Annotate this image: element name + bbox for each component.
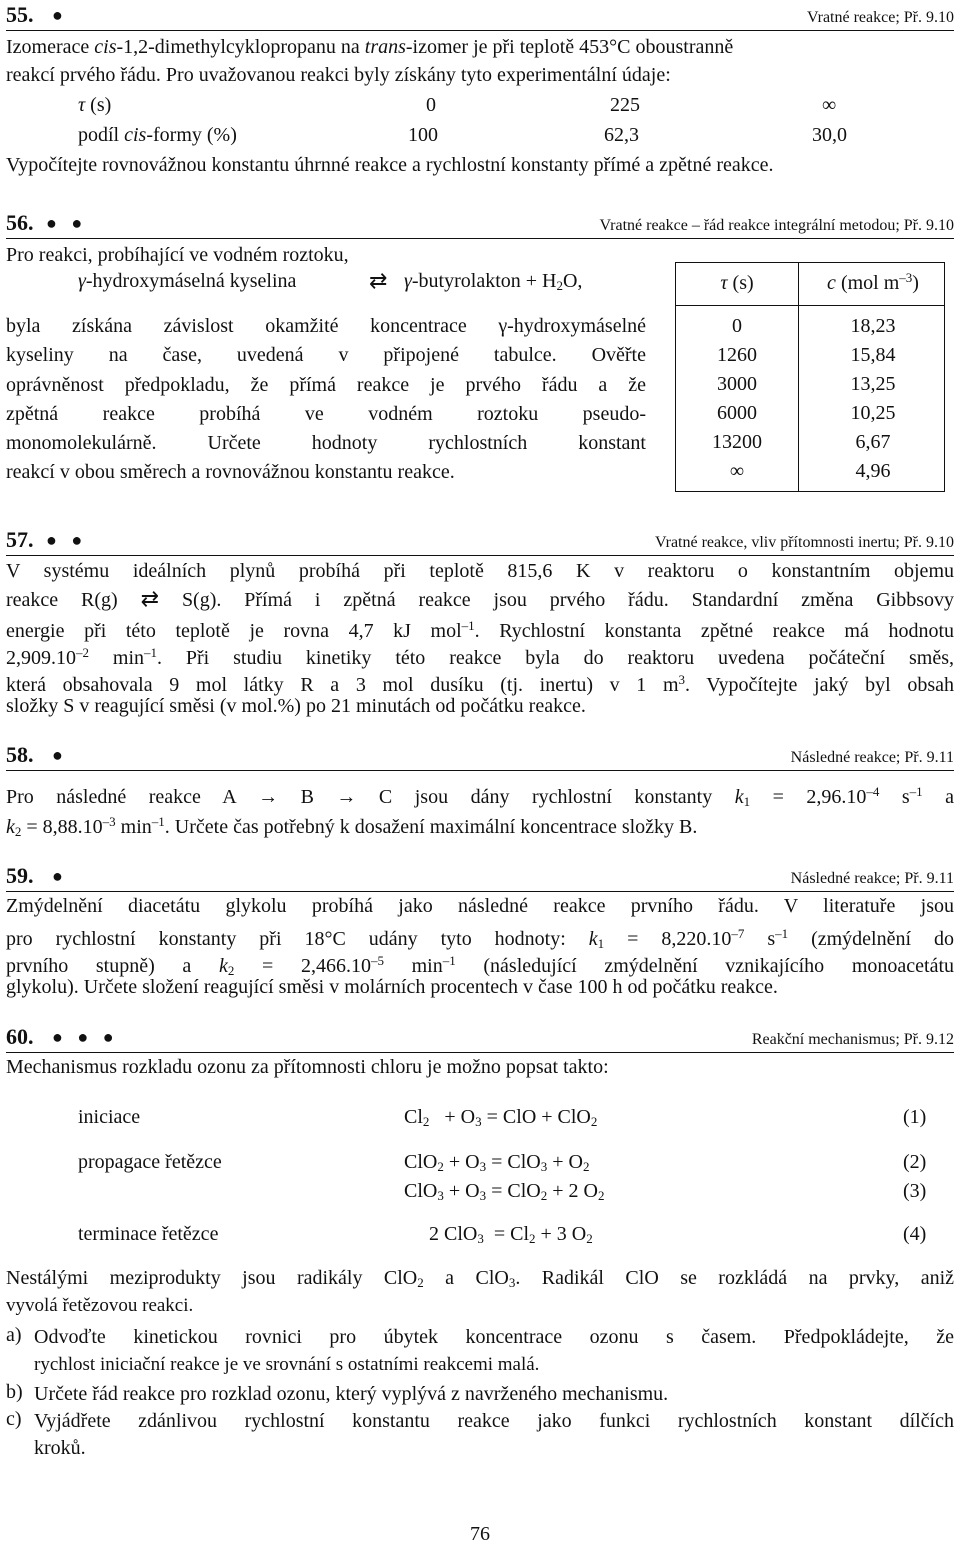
table-cell-c: 10,25 — [850, 402, 896, 424]
table-cell-tau: 13200 — [712, 431, 762, 453]
problem-57-line-5: která obsahovala 9 mol látky R a 3 mol dusíku (tj. inertu) v 1 $m^3$. Vypočítejte jaký byl obsah — [6, 672, 955, 696]
problem-57-line-1: V systému ideálních plynů probíhá při teplotě 815,6 K v reaktoru o konstantním objemu — [6, 560, 954, 582]
text-line: reakcí v obou směrech a rovnovážnou konstantu reakce. — [6, 461, 455, 484]
text-line: byla získána závislost okamžité koncentrace γ-hydroxymáselné — [6, 315, 646, 337]
step-label: terminace řetězce — [78, 1223, 219, 1245]
problem-59-header — [6, 861, 954, 892]
problem-58-header — [6, 740, 954, 771]
difficulty-dots: ● — [52, 866, 68, 886]
problem-55-question: Vypočítejte rovnovážnou konstantu úhrnné reakce a rychlostní konstanty přímé a zpětné reakce. — [6, 154, 774, 176]
problem-60-header — [6, 1022, 954, 1053]
problem-57-header — [6, 525, 954, 556]
data-label-cis-share: podíl cis-formy (%) — [78, 124, 237, 146]
reaction-left: γ-hydroxymáselná kyselina — [78, 270, 297, 292]
problem-60-intro: Mechanismus rozkladu ozonu za přítomnosti chloru je možno popsat takto: — [6, 1056, 609, 1078]
problem-category: Reakční mechanismus; Př. 9.12 — [751, 1031, 954, 1048]
problem-55-header — [6, 0, 954, 31]
problem-56-text — [6, 312, 646, 488]
text-line: monomolekulárně. Určete hodnoty rychlostních konstant — [6, 432, 646, 455]
difficulty-dots: ● ● — [46, 213, 88, 233]
equilibrium-arrow-icon: ⇄ — [369, 268, 388, 293]
table-cell-c: 4,96 — [855, 460, 891, 482]
problem-55-line-2: reakcí prvého řádu. Pro uvažovanou reakci byly získány tyto experimentální údaje: — [6, 64, 671, 86]
problem-category: Následné reakce; Př. 9.11 — [790, 749, 954, 766]
table-header-divider — [676, 305, 944, 306]
item-b-line-1: Určete řád reakce pro rozklad ozonu, který vyplývá z navrženého mechanismu. — [34, 1383, 669, 1405]
problem-number: 60. — [6, 1024, 34, 1049]
problem-category: Vratné reakce, vliv přítomnosti inertu; Př. 9.10 — [655, 534, 954, 551]
data-value: 0 — [426, 94, 436, 116]
concentration-table — [675, 262, 945, 492]
problem-59-line-1: Zmýdelnění diacetátu glykolu probíhá jako následné reakce prvního řádu. V literatuře jsou — [6, 895, 954, 917]
problem-57-line-2: reakce R(g) ⇄ S(g). Přímá i zpětná reakce jsou prvého řádu. Standardní změna Gibbsovy — [6, 586, 954, 611]
problem-number: 58. — [6, 742, 34, 767]
reaction-equation-2: $ClO_2 + O_3 = ClO_3 + O_2$ — [404, 1151, 590, 1174]
problem-category: Vratné reakce; Př. 9.10 — [807, 9, 954, 26]
item-a-line-1: Odvoďte kinetickou rovnici pro úbytek koncentrace ozonu s časem. Předpokládejte, že — [34, 1326, 954, 1348]
equation-number: (3) — [903, 1180, 927, 1202]
item-c-line-1: Vyjádřete zdánlivou rychlostní konstantu reakce jako funkci rychlostních konstant dílčích — [34, 1410, 954, 1432]
table-cell-tau: 6000 — [717, 402, 757, 424]
problem-number: 57. — [6, 527, 34, 552]
problem-60-text-2: vyvolá řetězovou reakci. — [6, 1295, 194, 1316]
table-cell-c: 18,23 — [850, 315, 896, 337]
table-cell-tau: 1260 — [717, 344, 757, 366]
problem-58-line-2: $k_2 = 8,88.10^{-3}$ $\min^{-1}$. Určete čas potřebný k dosažení maximální koncentrace složky B. — [6, 814, 698, 839]
problem-57-line-4: $2,909.10^{-2}$ $\min^{-1}$. Při studiu kinetiky této reakce byla do reaktoru uvedena počáteční směs, — [6, 645, 954, 669]
text-line: zpětná reakce probíhá ve vodném roztoku pseudo- — [6, 402, 646, 425]
reaction-equation-4: 2 $ClO_3 = Cl_2 + 3$ $O_2$ — [429, 1223, 593, 1246]
table-header-tau: τ (s) — [720, 272, 754, 294]
problem-59-line-2: pro rychlostní konstanty při 18°C udány tyto hodnoty: $k_1 = 8,220.10^{-7}$ $s^{-1}$ (zmýdelnění do — [6, 926, 954, 951]
table-cell-tau: 3000 — [717, 373, 757, 395]
reaction-right: γ-butyrolakton + $H_2O$, — [404, 270, 583, 293]
text-line: kyseliny na čase, uvedená v připojené tabulce. Ověřte — [6, 344, 646, 367]
problem-56-header — [6, 208, 954, 239]
problem-number: 55. — [6, 2, 34, 27]
data-value: 100 — [408, 124, 438, 146]
item-label-b: b) — [6, 1381, 23, 1403]
table-cell-c: 15,84 — [850, 344, 896, 366]
data-value: 62,3 — [604, 124, 639, 146]
reaction-equation-1: $Cl_2 + O_3$ = ClO + ClO$_2$ — [404, 1106, 598, 1129]
item-label-c: c) — [6, 1408, 22, 1430]
difficulty-dots: ● ● — [46, 530, 88, 550]
equation-number: (1) — [903, 1106, 927, 1128]
item-a-line-2: rychlost iniciační reakce je ve srovnání s ostatními reakcemi malá. — [34, 1354, 540, 1375]
equation-number: (2) — [903, 1151, 927, 1173]
data-value: 225 — [610, 94, 640, 116]
problem-56-line-1: Pro reakci, probíhající ve vodném roztoku, — [6, 244, 349, 266]
table-column-divider — [798, 263, 799, 491]
table-cell-tau: ∞ — [729, 460, 745, 482]
item-c-line-2: kroků. — [34, 1437, 86, 1459]
equilibrium-arrow-icon: ⇄ — [140, 586, 160, 611]
step-label: propagace řetězce — [78, 1151, 222, 1173]
problem-number: 59. — [6, 863, 34, 888]
problem-57-line-6: složky S v reagující směsi (v mol.%) po 21 minutách od počátku reakce. — [6, 695, 586, 717]
table-cell-c: 13,25 — [850, 373, 896, 395]
data-value: ∞ — [822, 94, 837, 116]
data-label-tau: τ (s) — [78, 94, 112, 116]
problem-60-text-1: Nestálými meziprodukty jsou radikály ClO$_2$ a ClO$_3$. Radikál ClO se rozkládá na prvky, aniž — [6, 1267, 955, 1290]
problem-number: 56. — [6, 210, 34, 235]
difficulty-dots: ● — [52, 5, 68, 25]
problem-59-line-3: prvního stupně) a $k_2 = 2,466.10^{-5}$ $\min^{-1}$ (následující zmýdelnění vznikajícího monoacetátu — [6, 953, 955, 978]
problem-57-line-3: energie při této teplotě je rovna 4,7 kJ mol$^{-1}$. Rychlostní konstanta zpětné reakce má hodnotu — [6, 618, 954, 642]
difficulty-dots: ● — [52, 745, 68, 765]
difficulty-dots: ● ● ● — [52, 1027, 119, 1047]
equation-number: (4) — [903, 1223, 927, 1245]
problem-category: Vratné reakce – řád reakce integrální metodou; Př. 9.10 — [599, 217, 954, 234]
text-line: oprávněnost předpokladu, že přímá reakce je prvého řádu a že — [6, 373, 646, 396]
item-label-a: a) — [6, 1324, 22, 1346]
data-value: 30,0 — [812, 124, 847, 146]
table-cell-c: 6,67 — [855, 431, 891, 453]
reaction-equation-3: $ClO_3 + O_3 = ClO_2 + 2$ $O_2$ — [404, 1180, 605, 1203]
step-label: iniciace — [78, 1106, 141, 1128]
table-header-c: c (mol $m^{-3}$) — [827, 270, 919, 294]
problem-58-line-1: Pro následné reakce A → B → C jsou dány rychlostní konstanty $k_1 = 2,96.10^{-4}$ $s^{-1}$ a — [6, 784, 954, 809]
problem-category: Následné reakce; Př. 9.11 — [790, 870, 954, 887]
page-number: 76 — [470, 1523, 490, 1545]
table-cell-tau: 0 — [732, 315, 742, 337]
problem-59-line-4: glykolu). Určete složení reagující směsi v molárních procentech v čase 100 h od počátku reakce. — [6, 976, 778, 998]
problem-55-line-1: Izomerace cis-1,2-dimethylcyklopropanu na trans-izomer je při teplotě 453°C oboustranně — [6, 36, 734, 58]
